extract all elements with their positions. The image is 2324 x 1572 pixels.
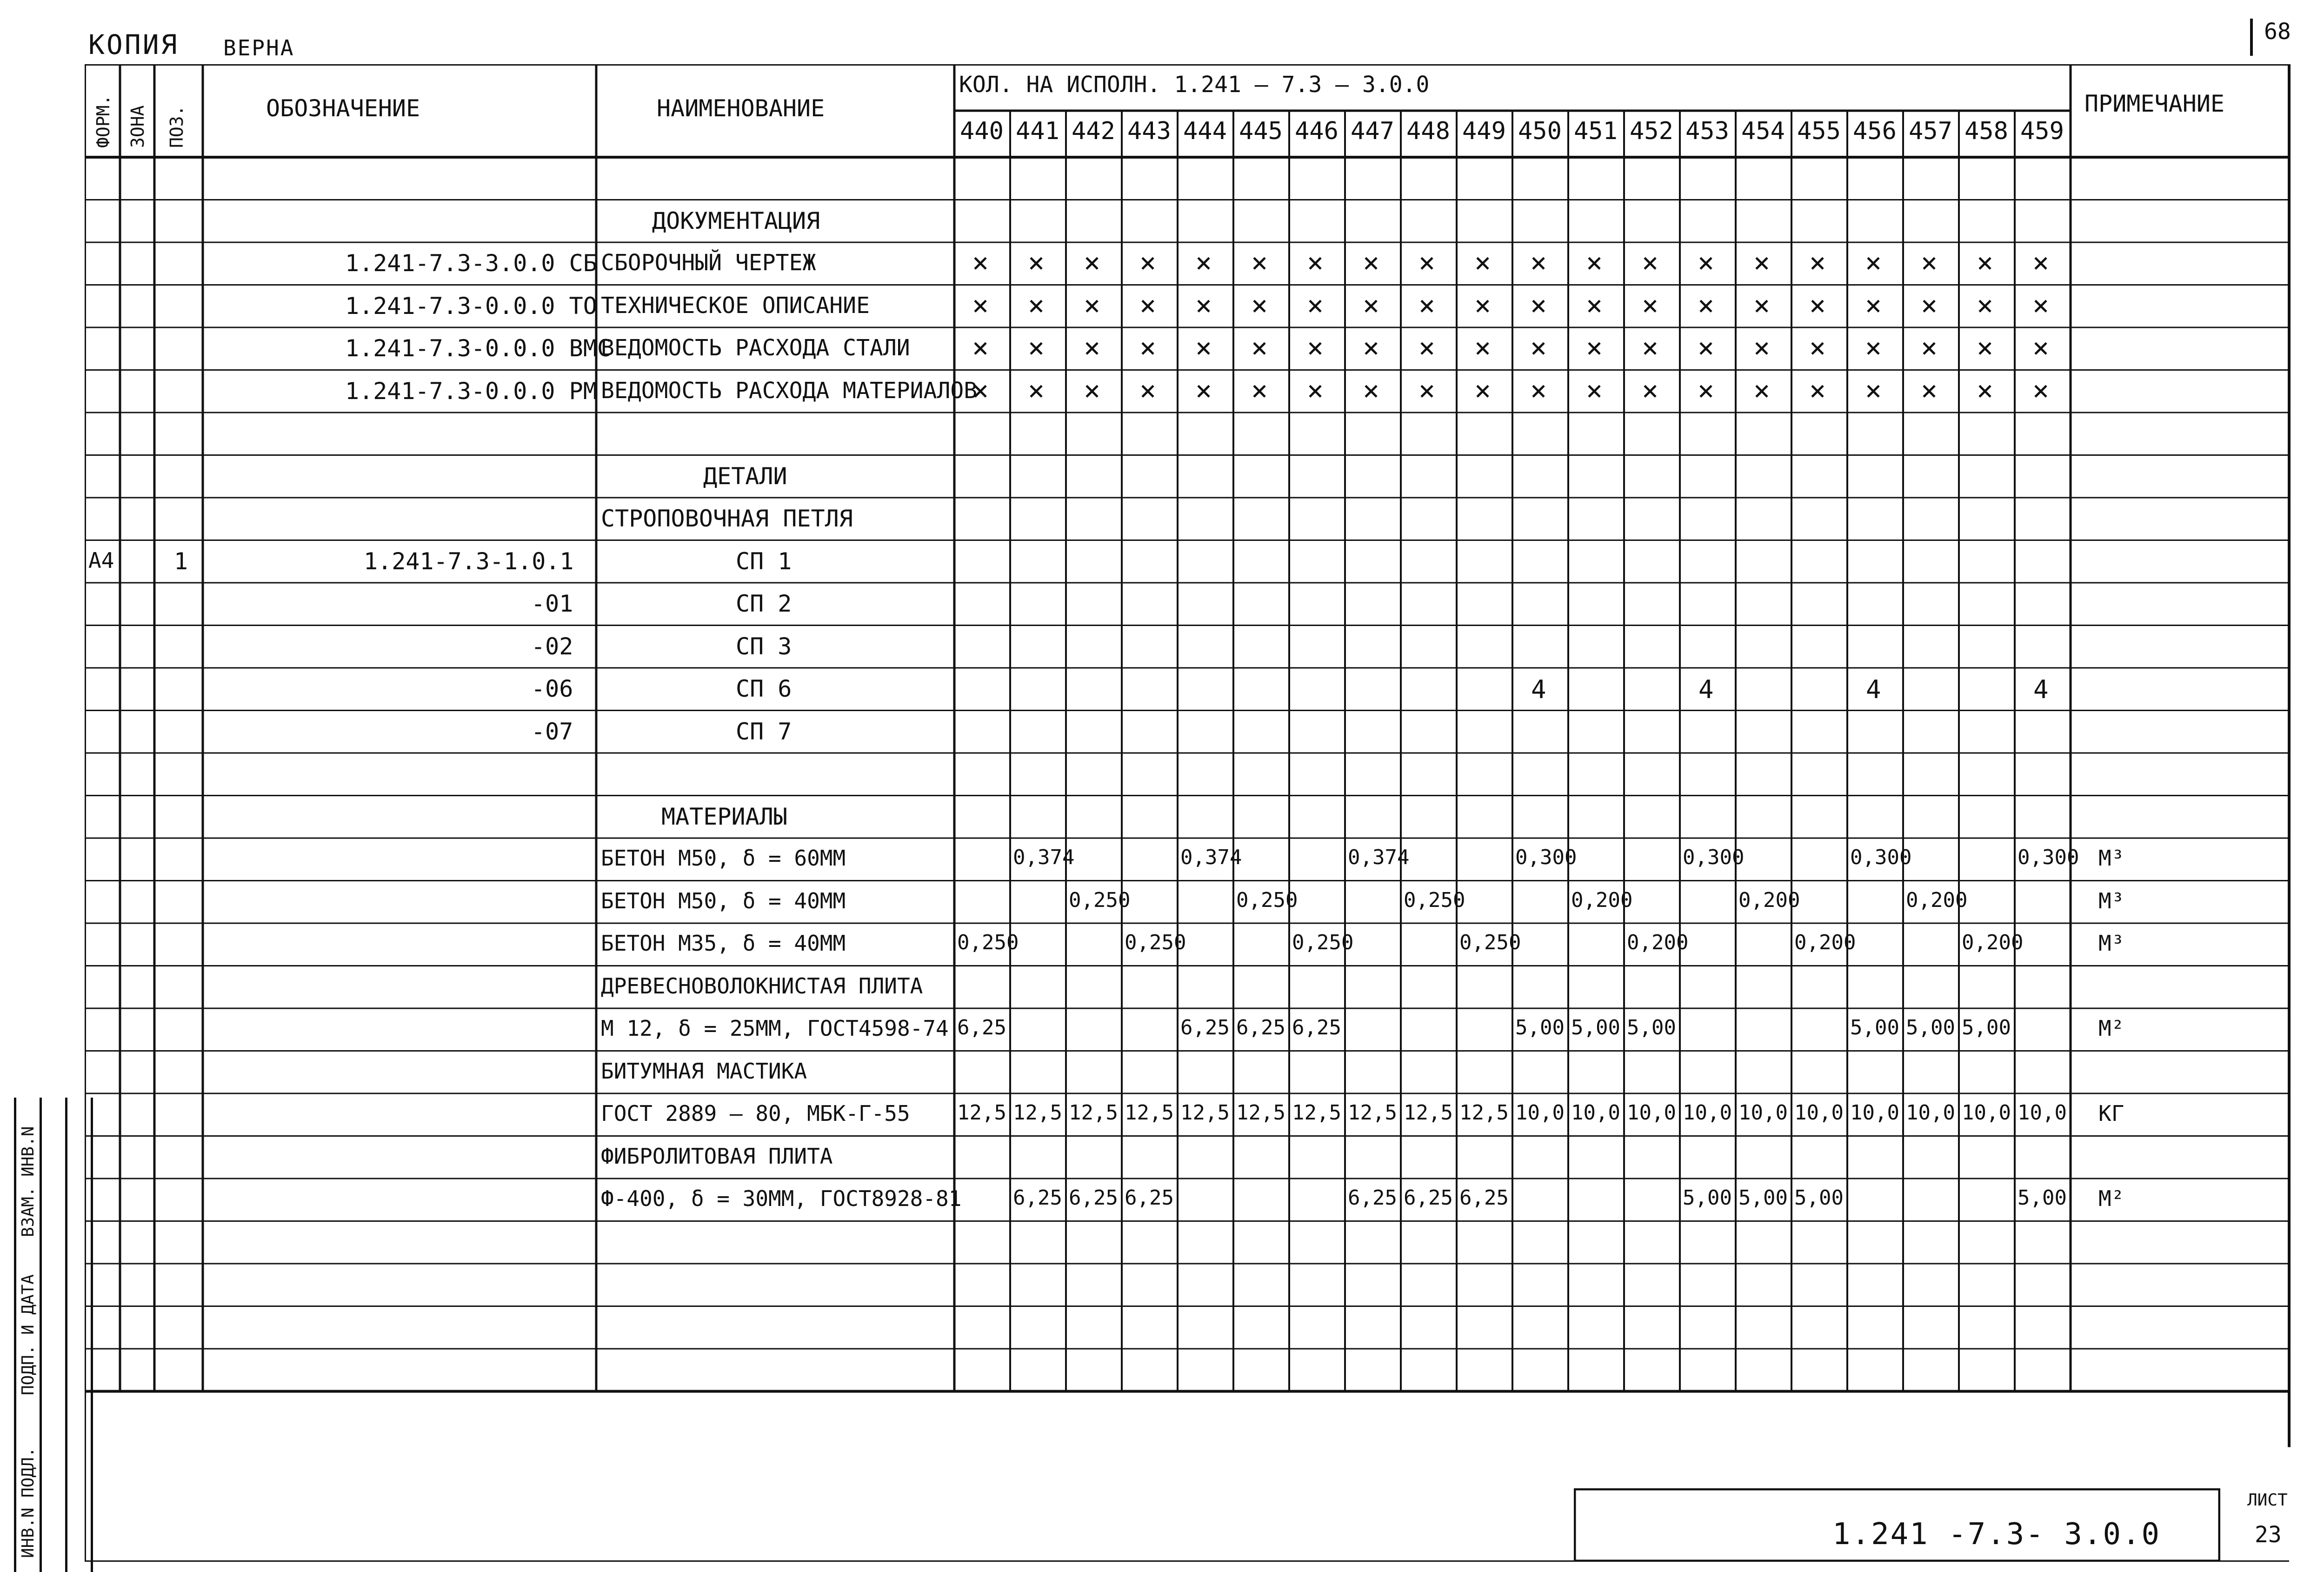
material-value: 5,00 (1850, 1016, 1899, 1039)
material-value: 5,00 (1962, 1016, 2011, 1039)
cross-mark: × (1251, 246, 1268, 279)
cross-mark: × (1865, 289, 1882, 322)
detail-designation: 1.241-7.3-1.0.1 (364, 547, 574, 575)
side-strip-line (40, 1098, 42, 1572)
material-value: 12,5 (1069, 1101, 1118, 1125)
cross-mark: × (1530, 246, 1547, 279)
material-value: 0,200 (1571, 888, 1633, 912)
details-title: СТРОПОВОЧНАЯ ПЕТЛЯ (601, 505, 853, 532)
material-value: 5,00 (1683, 1186, 1732, 1210)
material-value: 0,300 (2018, 846, 2079, 869)
material-unit: М³ (2098, 888, 2124, 913)
variant-header-456: 456 (1853, 117, 1897, 145)
cross-mark: × (1865, 246, 1882, 279)
document-designation: 1.241-7.3-0.0.0 ВМС (345, 335, 611, 362)
variant-header-449: 449 (1462, 117, 1506, 145)
cross-mark: × (1474, 289, 1492, 322)
detail-quantity: 4 (2033, 675, 2049, 704)
material-value: 6,25 (1180, 1016, 1230, 1039)
material-name: ДРЕВЕСНОВОЛОКНИСТАЯ ПЛИТА (601, 973, 923, 999)
side-label: ВЗАМ. ИНВ.N (19, 1126, 38, 1237)
variant-header-458: 458 (1964, 117, 2008, 145)
cross-mark: × (1139, 246, 1157, 279)
cross-mark: × (1251, 332, 1268, 364)
cross-mark: × (1642, 289, 1659, 322)
detail-form: А4 (88, 547, 114, 573)
material-name: Ф-400, δ = 30ММ, ГОСТ8928-81 (601, 1186, 962, 1211)
material-value: 0,200 (1962, 931, 2024, 954)
cross-mark: × (1809, 289, 1826, 322)
cross-mark: × (1586, 374, 1603, 407)
material-value: 10,0 (1738, 1101, 1788, 1125)
material-value: 6,25 (1348, 1186, 1397, 1210)
detail-name: СП 7 (736, 718, 792, 745)
variant-header-450: 450 (1518, 117, 1562, 145)
material-value: 5,00 (1515, 1016, 1565, 1039)
material-value: 0,374 (1013, 846, 1075, 869)
header-zone: ЗОНА (127, 105, 148, 148)
material-value: 0,200 (1738, 888, 1800, 912)
material-unit: М³ (2098, 931, 2124, 956)
document-designation: 1.241-7.3-0.0.0 РМ (345, 377, 597, 405)
cross-mark: × (1307, 374, 1324, 407)
variant-header-454: 454 (1741, 117, 1785, 145)
cross-mark: × (1084, 332, 1101, 364)
cross-mark: × (1195, 332, 1212, 364)
cross-mark: × (1474, 246, 1492, 279)
cross-mark: × (1363, 289, 1380, 322)
material-value: 12,5 (957, 1101, 1006, 1125)
material-name: БЕТОН М35, δ = 40ММ (601, 931, 846, 956)
material-unit: КГ (2098, 1101, 2124, 1126)
section-materials: МАТЕРИАЛЫ (661, 803, 787, 830)
material-value: 0,200 (1794, 931, 1856, 954)
cross-mark: × (1977, 374, 1994, 407)
cross-mark: × (972, 289, 989, 322)
material-value: 5,00 (2018, 1186, 2067, 1210)
cross-mark: × (1195, 374, 1212, 407)
cross-mark: × (1809, 246, 1826, 279)
cross-mark: × (1753, 332, 1771, 364)
document-name: ВЕДОМОСТЬ РАСХОДА СТАЛИ (601, 335, 910, 361)
material-value: 0,200 (1627, 931, 1689, 954)
material-name: БЕТОН М50, δ = 40ММ (601, 888, 846, 913)
variant-header-441: 441 (1016, 117, 1059, 145)
cross-mark: × (1474, 374, 1492, 407)
document-designation: 1.241-7.3-0.0.0 ТО (345, 292, 597, 320)
cross-mark: × (1418, 246, 1436, 279)
header-name: НАИМЕНОВАНИЕ (657, 95, 825, 122)
material-value: 5,00 (1627, 1016, 1676, 1039)
header-designation: ОБОЗНАЧЕНИЕ (266, 95, 420, 122)
side-title-strip (14, 1098, 93, 1572)
material-value: 12,5 (1180, 1101, 1230, 1125)
cross-mark: × (1363, 246, 1380, 279)
cross-mark: × (1251, 289, 1268, 322)
material-unit: М² (2098, 1186, 2124, 1211)
page-number: 68 (2264, 19, 2291, 45)
material-value: 12,5 (1125, 1101, 1174, 1125)
material-value: 10,0 (1627, 1101, 1676, 1125)
cross-mark: × (1586, 289, 1603, 322)
cross-mark: × (1698, 246, 1715, 279)
variant-header-443: 443 (1127, 117, 1171, 145)
material-value: 10,0 (1906, 1101, 1955, 1125)
detail-quantity: 4 (1698, 675, 1714, 704)
detail-quantity: 4 (1531, 675, 1546, 704)
material-name: БИТУМНАЯ МАСТИКА (601, 1058, 807, 1084)
cross-mark: × (1698, 289, 1715, 322)
cross-mark: × (1865, 332, 1882, 364)
cross-mark: × (1977, 246, 1994, 279)
material-value: 6,25 (1125, 1186, 1174, 1210)
material-value: 0,250 (1404, 888, 1465, 912)
cross-mark: × (2032, 246, 2050, 279)
material-value: 0,200 (1906, 888, 1968, 912)
side-label: ПОДП. И ДАТА (19, 1274, 38, 1395)
stamp-true: ВЕРНА (223, 35, 295, 60)
cross-mark: × (1977, 332, 1994, 364)
material-value: 10,0 (1850, 1101, 1899, 1125)
material-value: 6,25 (1404, 1186, 1453, 1210)
cross-mark: × (1474, 332, 1492, 364)
material-value: 0,300 (1850, 846, 1912, 869)
material-value: 12,5 (1013, 1101, 1062, 1125)
cross-mark: × (1642, 374, 1659, 407)
material-value: 12,5 (1459, 1101, 1509, 1125)
cross-mark: × (1195, 246, 1212, 279)
cross-mark: × (1084, 374, 1101, 407)
material-value: 12,5 (1236, 1101, 1285, 1125)
detail-quantity: 4 (1866, 675, 1881, 704)
material-value: 6,25 (1459, 1186, 1509, 1210)
cross-mark: × (1139, 332, 1157, 364)
material-value: 0,374 (1348, 846, 1410, 869)
material-unit: М² (2098, 1016, 2124, 1041)
variant-header-444: 444 (1183, 117, 1227, 145)
document-designation: 1.241-7.3-3.0.0 СБ (345, 250, 597, 277)
cross-mark: × (1865, 374, 1882, 407)
detail-name: СП 2 (736, 590, 792, 617)
cross-mark: × (1698, 374, 1715, 407)
cross-mark: × (1307, 246, 1324, 279)
cross-mark: × (1195, 289, 1212, 322)
cross-mark: × (1028, 332, 1045, 364)
material-value: 6,25 (1292, 1016, 1341, 1039)
material-value: 10,0 (1683, 1101, 1732, 1125)
cross-mark: × (1139, 374, 1157, 407)
material-value: 5,00 (1571, 1016, 1620, 1039)
cross-mark: × (1642, 332, 1659, 364)
material-value: 0,250 (1292, 931, 1354, 954)
cross-mark: × (1586, 332, 1603, 364)
material-value: 5,00 (1906, 1016, 1955, 1039)
material-value: 5,00 (1794, 1186, 1844, 1210)
cross-mark: × (1418, 374, 1436, 407)
side-label: ИНВ.N ПОДЛ. (19, 1447, 38, 1558)
cross-mark: × (1921, 374, 1938, 407)
detail-name: СП 6 (736, 675, 792, 702)
sheet-label: ЛИСТ (2247, 1491, 2288, 1510)
cross-mark: × (1363, 374, 1380, 407)
cross-mark: × (1530, 374, 1547, 407)
cross-mark: × (1977, 289, 1994, 322)
cross-mark: × (2032, 332, 2050, 364)
cross-mark: × (1363, 332, 1380, 364)
cross-mark: × (1028, 374, 1045, 407)
cross-mark: × (1753, 374, 1771, 407)
material-value: 10,0 (2018, 1101, 2067, 1125)
cross-mark: × (1809, 374, 1826, 407)
material-value: 0,250 (1125, 931, 1186, 954)
material-unit: М³ (2098, 846, 2124, 871)
material-value: 6,25 (1013, 1186, 1062, 1210)
material-value: 6,25 (957, 1016, 1006, 1039)
detail-name: СП 3 (736, 633, 792, 660)
material-name: БЕТОН М50, δ = 60ММ (601, 846, 846, 871)
cross-mark: × (1753, 246, 1771, 279)
cross-mark: × (972, 246, 989, 279)
cross-mark: × (1809, 332, 1826, 364)
cross-mark: × (1530, 289, 1547, 322)
variant-header-446: 446 (1295, 117, 1338, 145)
document-name: СБОРОЧНЫЙ ЧЕРТЕЖ (601, 250, 816, 276)
table-grid (85, 64, 2293, 1562)
material-name: ФИБРОЛИТОВАЯ ПЛИТА (601, 1143, 833, 1169)
header-form: ФОРМ. (93, 94, 113, 148)
material-value: 5,00 (1738, 1186, 1788, 1210)
detail-pos: 1 (174, 547, 188, 575)
variant-header-440: 440 (960, 117, 1004, 145)
cross-mark: × (1028, 246, 1045, 279)
variant-header-452: 452 (1630, 117, 1673, 145)
variant-header-448: 448 (1406, 117, 1450, 145)
header-pos: ПОЗ. (166, 105, 187, 148)
cross-mark: × (1642, 246, 1659, 279)
cross-mark: × (1921, 289, 1938, 322)
material-value: 0,250 (1236, 888, 1298, 912)
material-value: 6,25 (1236, 1016, 1285, 1039)
cross-mark: × (1028, 289, 1045, 322)
cross-mark: × (972, 374, 989, 407)
material-value: 10,0 (1794, 1101, 1844, 1125)
material-value: 12,5 (1404, 1101, 1453, 1125)
material-value: 12,5 (1348, 1101, 1397, 1125)
detail-designation: -06 (531, 675, 573, 702)
cross-mark: × (1307, 332, 1324, 364)
variant-header-457: 457 (1909, 117, 1952, 145)
variant-header-442: 442 (1072, 117, 1115, 145)
cross-mark: × (1586, 246, 1603, 279)
section-documentation: ДОКУМЕНТАЦИЯ (652, 207, 820, 234)
variant-header-459: 459 (2020, 117, 2064, 145)
material-name: М 12, δ = 25ММ, ГОСТ4598-74 (601, 1016, 949, 1041)
page-number-divider (2250, 19, 2253, 56)
variant-header-447: 447 (1351, 117, 1394, 145)
detail-designation: -02 (531, 633, 573, 660)
document-name: ВЕДОМОСТЬ РАСХОДА МАТЕРИАЛОВ (601, 377, 978, 404)
cross-mark: × (1921, 332, 1938, 364)
detail-name: СП 1 (736, 547, 792, 575)
section-details: ДЕТАЛИ (703, 462, 787, 490)
detail-designation: -07 (531, 718, 573, 745)
cross-mark: × (1084, 246, 1101, 279)
material-value: 0,250 (1459, 931, 1521, 954)
cross-mark: × (2032, 374, 2050, 407)
cross-mark: × (1921, 246, 1938, 279)
cross-mark: × (1753, 289, 1771, 322)
material-value: 10,0 (1962, 1101, 2011, 1125)
variant-header-451: 451 (1574, 117, 1618, 145)
cross-mark: × (2032, 289, 2050, 322)
cross-mark: × (972, 332, 989, 364)
material-value: 12,5 (1292, 1101, 1341, 1125)
variant-header-455: 455 (1797, 117, 1841, 145)
material-value: 0,300 (1515, 846, 1577, 869)
material-value: 6,25 (1069, 1186, 1118, 1210)
header-note: ПРИМЕЧАНИЕ (2084, 90, 2225, 117)
stamp-copy: КОПИЯ (88, 29, 179, 60)
cross-mark: × (1418, 332, 1436, 364)
document-code: 1.241 -7.3- 3.0.0 (1832, 1517, 2161, 1552)
cross-mark: × (1307, 289, 1324, 322)
cross-mark: × (1698, 332, 1715, 364)
material-name: ГОСТ 2889 – 80, МБК-Г-55 (601, 1101, 910, 1126)
detail-designation: -01 (531, 590, 573, 617)
side-strip-line (65, 1098, 67, 1572)
material-value: 10,0 (1515, 1101, 1565, 1125)
variant-header-445: 445 (1239, 117, 1283, 145)
material-value: 0,250 (957, 931, 1019, 954)
material-value: 0,250 (1069, 888, 1131, 912)
cross-mark: × (1530, 332, 1547, 364)
material-value: 10,0 (1571, 1101, 1620, 1125)
cross-mark: × (1139, 289, 1157, 322)
material-value: 0,374 (1180, 846, 1242, 869)
variant-header-453: 453 (1685, 117, 1729, 145)
specification-table (85, 64, 2293, 1562)
cross-mark: × (1084, 289, 1101, 322)
cross-mark: × (1418, 289, 1436, 322)
cross-mark: × (1251, 374, 1268, 407)
material-value: 0,300 (1683, 846, 1745, 869)
sheet-number: 23 (2255, 1522, 2282, 1548)
side-strip-line (14, 1098, 16, 1572)
header-qty-group: КОЛ. НА ИСПОЛН. 1.241 – 7.3 – 3.0.0 (959, 72, 1430, 98)
document-name: ТЕХНИЧЕСКОЕ ОПИСАНИЕ (601, 292, 870, 319)
